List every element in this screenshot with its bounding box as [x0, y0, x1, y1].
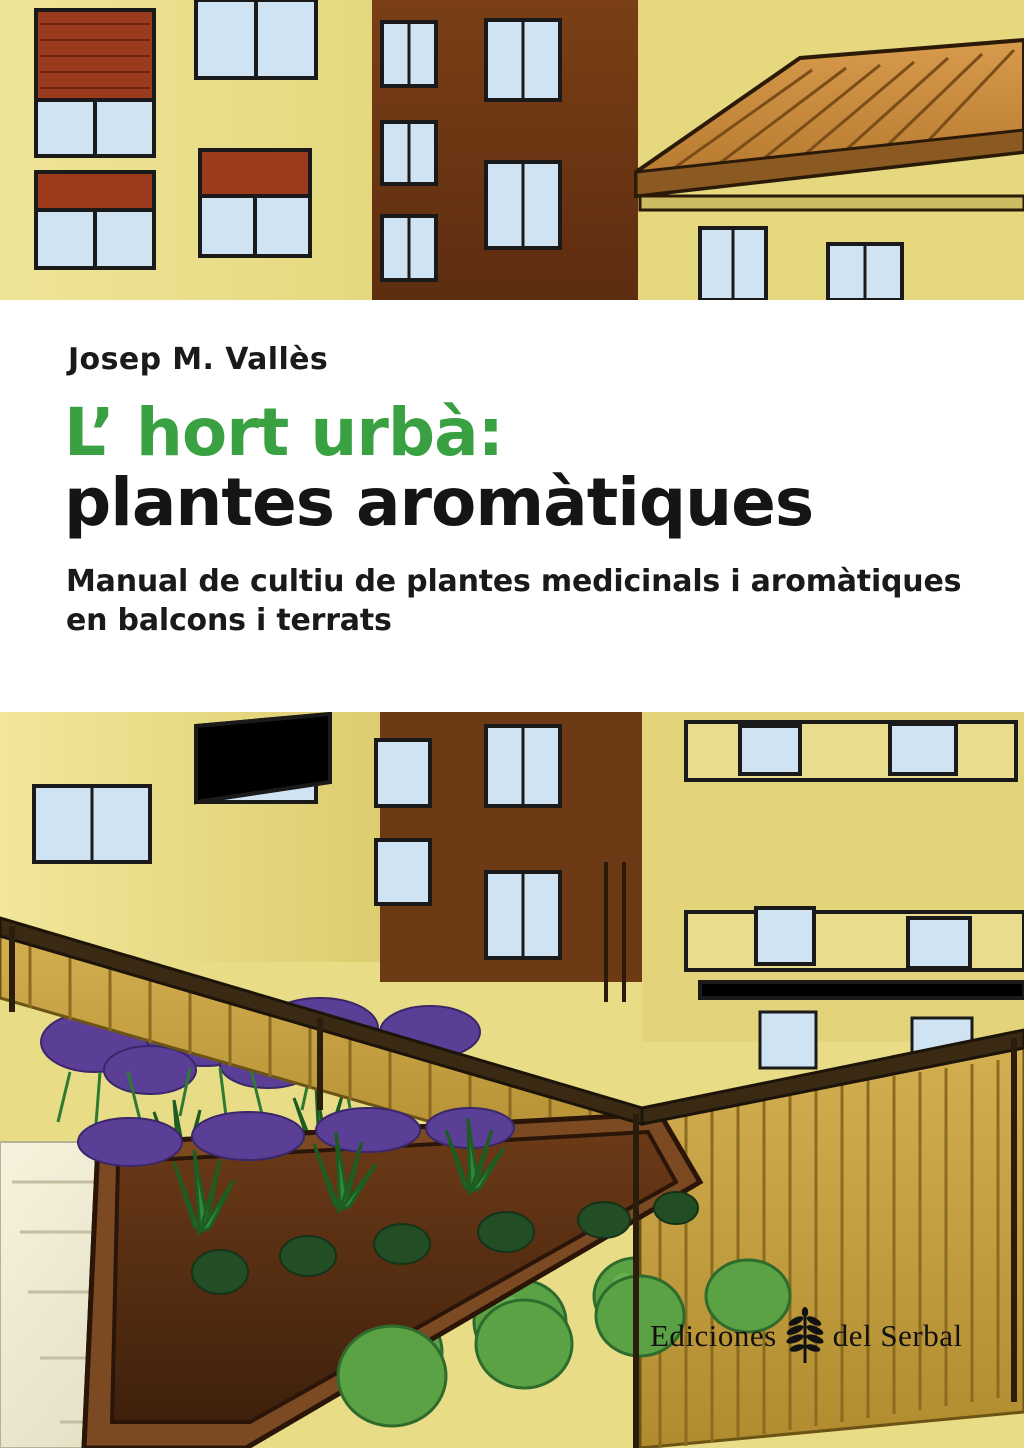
author-name: Josep M. Vallès [68, 342, 329, 377]
leaf-icon [785, 1305, 825, 1367]
book-title-line-1: L’ hort urbà: [64, 394, 504, 471]
publisher-logo [650, 1305, 963, 1367]
book-subtitle: Manual de cultiu de plantes medicinals i aromàtiques en balcons i terrats [66, 563, 962, 639]
leaf-icon-svg [785, 1305, 825, 1367]
title-band [0, 300, 1024, 712]
book-title-line-2: plantes aromàtiques [64, 464, 814, 542]
top-illustration [0, 0, 1024, 300]
publisher-name-right: del Serbal [832, 1318, 963, 1353]
publisher-name-left: Ediciones [650, 1318, 777, 1353]
top-illustration-art [0, 0, 1024, 300]
